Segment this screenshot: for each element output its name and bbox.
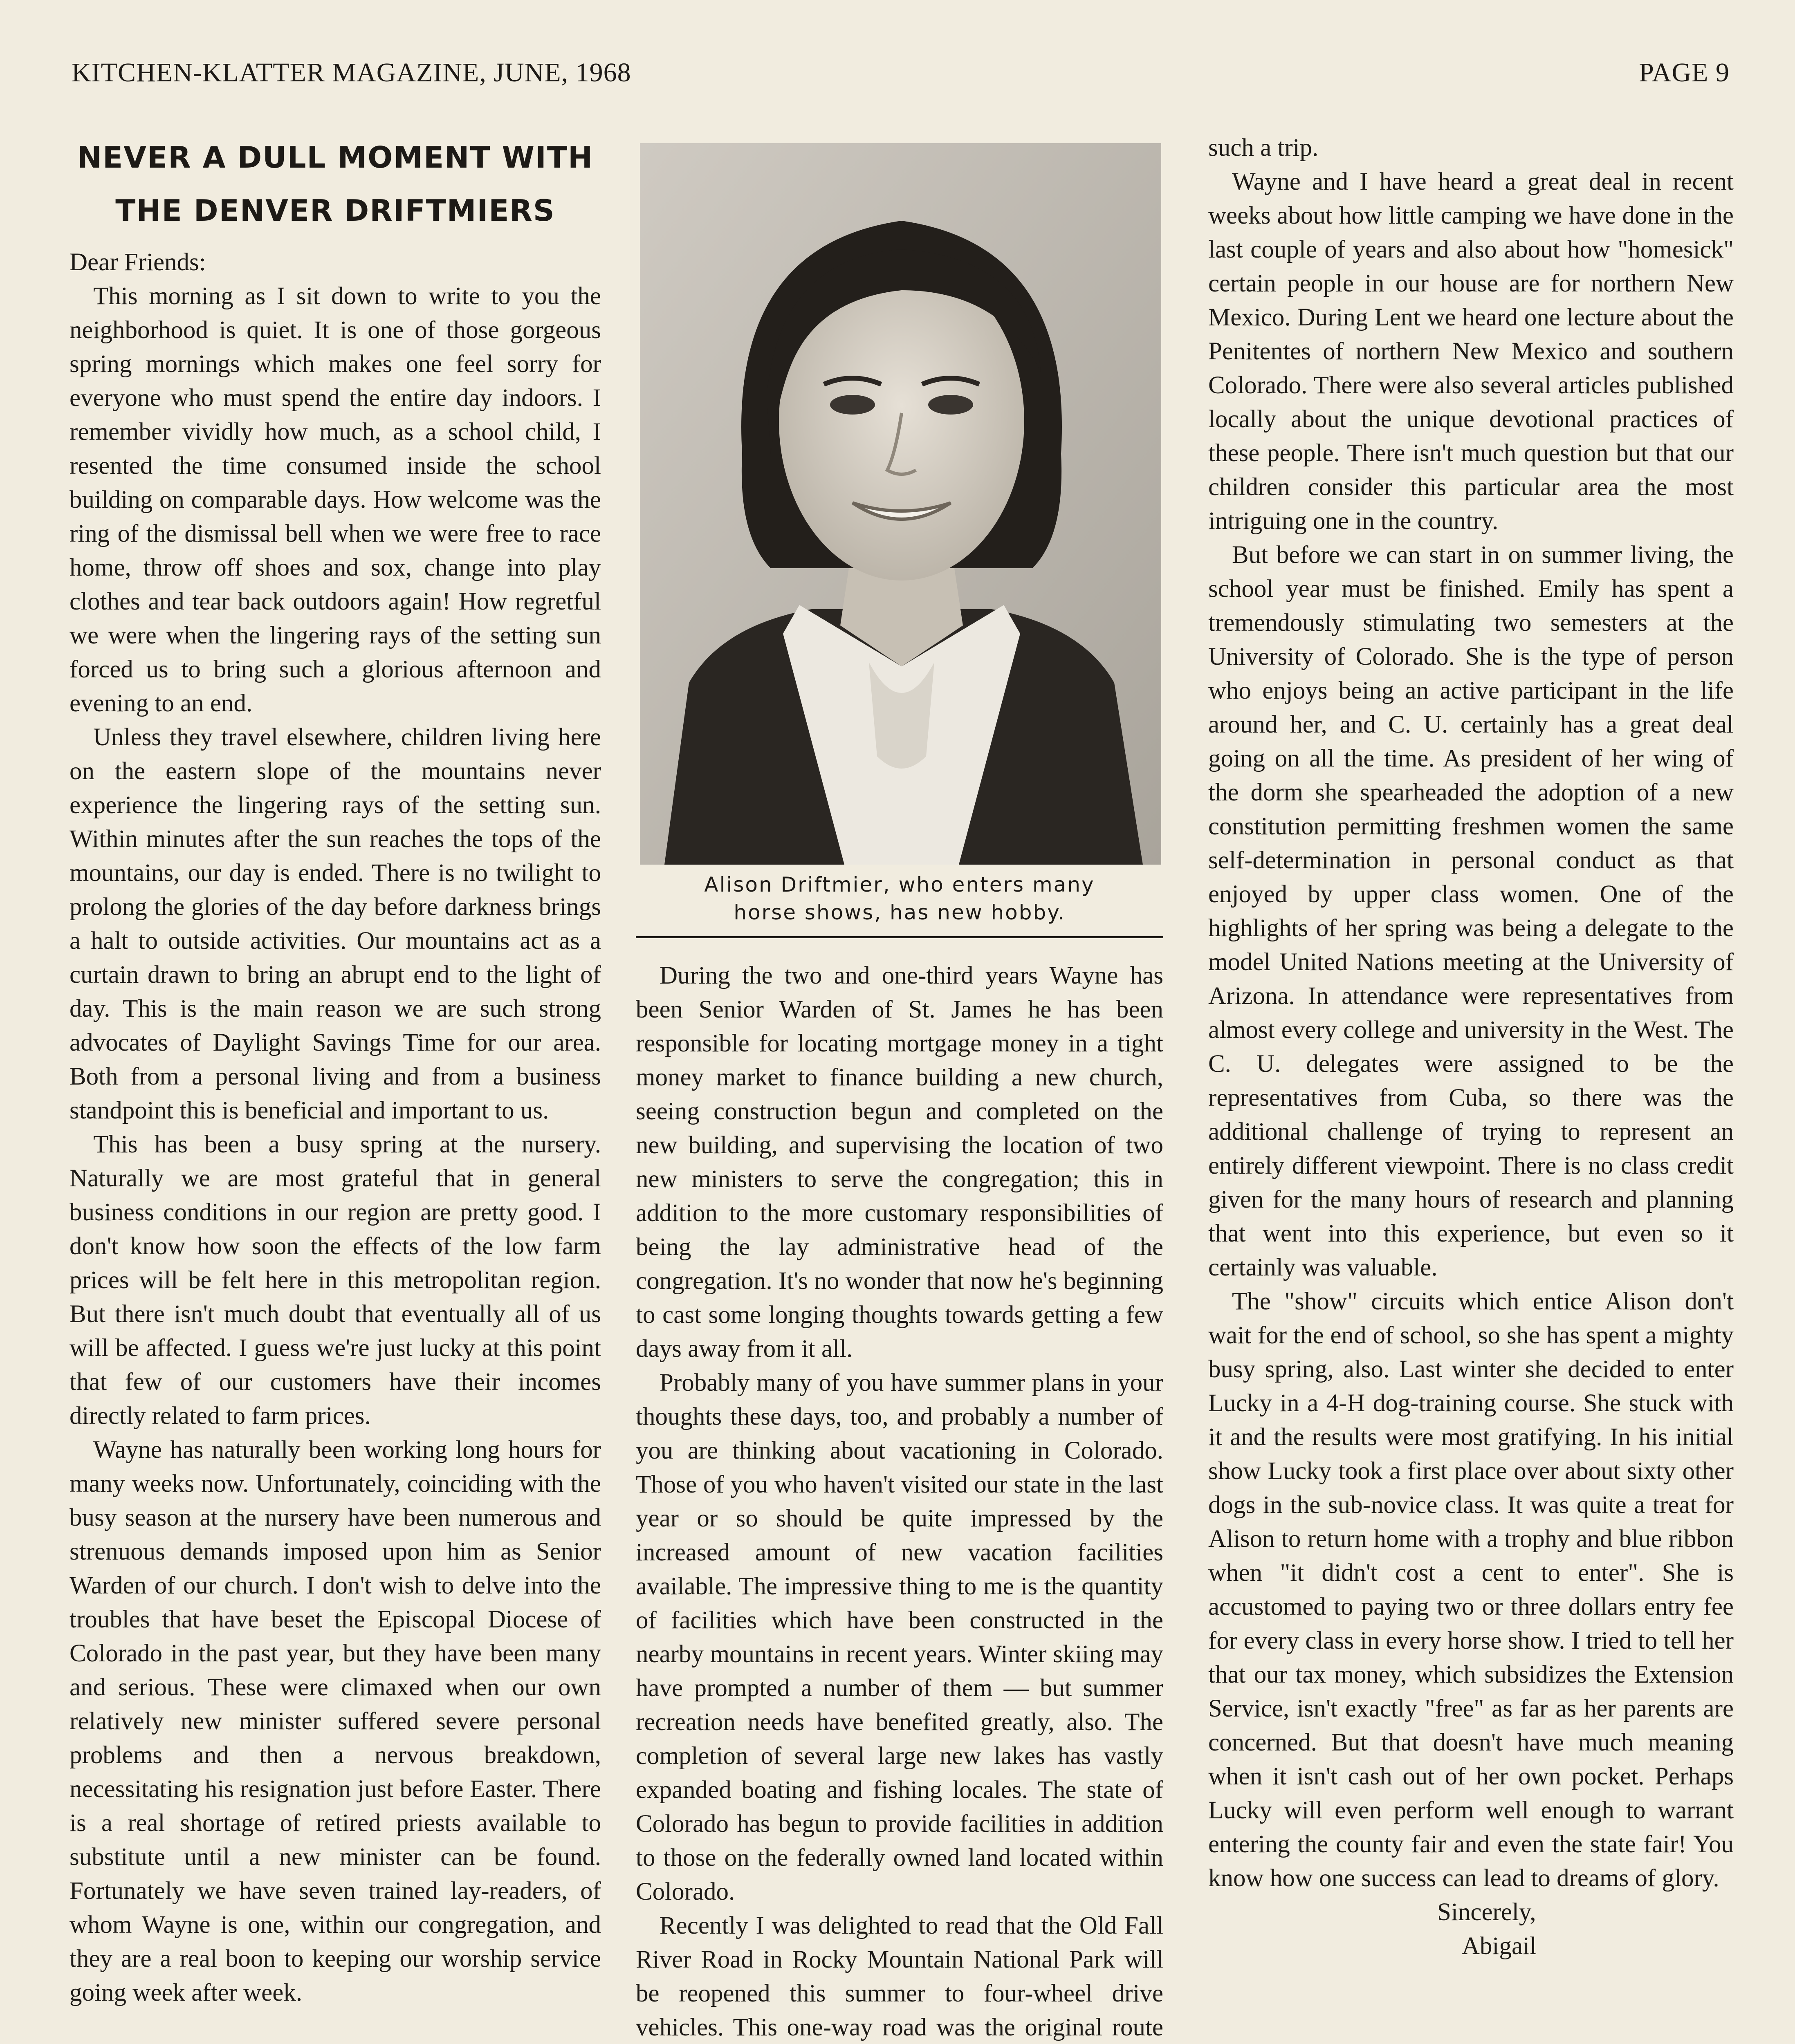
paragraph: Unless they travel elsewhere, children living here on the eastern slope of the mountains never experience the lingering rays of the setting sun. Within minutes after the sun reaches the tops of the mountains, our day is ended. There is no twilight to prolong the glories of the day before darkness brings a halt to outside activities. Our mountains act as a curtain drawn to bring an abrupt end to the light of day. This is the main reason we are such strong advocates of Daylight Savings Time for our area. Both from a personal living and from a business standpoint this is beneficial and important to us. xyxy=(70,724,601,1124)
paragraph: Recently I was delighted to read that the Old Fall River Road in Rocky Mountain National Park will be reopened this summer to four-wheel drive vehicles. This one-way road was the original route xyxy=(636,1912,1163,2041)
paragraph: This morning as I sit down to write to you the neighborhood is quiet. It is one of those gorgeous spring mornings which makes one feel sorry for everyone who must spend the entire day indoors. I remember vividly how much, as a school child, I resented the time consumed inside the school building on comparable days. How welcome was the ring of the dismissal bell when we were free to race home, throw off shoes and sox, change into play clothes and tear back outdoors again! How regretful we were when the lingering rays of the setting sun forced us to bring such a glorious afternoon and evening to an end. xyxy=(70,282,601,717)
publication-line: KITCHEN-KLATTER MAGAZINE, JUNE, 1968 xyxy=(72,58,631,87)
running-head xyxy=(72,57,1730,94)
paragraph: During the two and one-third years Wayne has been Senior Warden of St. James he has been responsible for locating mortgage money in a tight money market to finance building a new church, seeing construction begun and completed on the new building, and supervising the location of two new ministers to serve the congregation; this in addition to the more customary responsibilities of being the lay administrative head of the congregation. It's no wonder that now he's beginning to cast some longing thoughts towards getting a few days away from it all. xyxy=(636,962,1163,1363)
paragraph: Probably many of you have summer plans in your thoughts these days, too, and probably a number of you are thinking about vacationing in Colorado. Those of you who haven't visited our state in the last year or so should be quite impressed by the increased amount of new vacation facilities available. The impressive thing to me is the quantity of facilities which have been constructed in the nearby mountains in recent years. Winter skiing may have prompted a number of them — but summer recreation needs have benefited greatly, also. The completion of several large new lakes has vastly expanded boating and fishing locales. The state of Colorado has begun to provide facilities in addition to those on the federally owned land located within Colorado. xyxy=(636,1369,1163,1905)
photo-caption xyxy=(636,871,1163,926)
signature: Abigail xyxy=(1462,1932,1537,1960)
caption-line-2: horse shows, has new hobby. xyxy=(734,901,1066,924)
page-number: PAGE 9 xyxy=(1639,58,1730,87)
paragraph: But before we can start in on summer living, the school year must be finished. Emily has spent a tremendously stimulating two semesters at the University of Colorado. She is the type of person who enjoys being an active participant in the life around her, and C. U. certainly has a great deal going on all the time. As president of her wing of the dorm she spearheaded the adoption of a new constitution permitting freshmen women the same self-determination in personal conduct as that enjoyed by upper class women. One of the highlights of her spring was being a delegate to the model United Nations meeting at the University of Arizona. In attendance were representatives from almost every college and university in the West. The C. U. delegates were assigned to be the representatives from Cuba, so there was the additional challenge of trying to represent an entirely different viewpoint. There is no class credit given for the many hours of research and planning that went into this experience, but even so it certainly was valuable. xyxy=(1208,541,1734,1281)
closing: Sincerely, xyxy=(1437,1898,1536,1926)
paragraph: Wayne has naturally been working long hours for many weeks now. Unfortunately, coinciding with the busy season at the nursery have been numerous and strenuous demands imposed upon him as Senior Warden of our church. I don't wish to delve into the troubles that have beset the Episcopal Diocese of Colorado in the past year, but they have been many and serious. These were climaxed when our own relatively new minister suffered severe personal problems and then a nervous breakdown, necessitating his resignation just before Easter. There is a real shortage of retired priests available to substitute until a new minister can be found. Fortunately we have seven trained lay-readers, of whom Wayne is one, within our congregation, and they are a real boon to keeping our worship service going week after week. xyxy=(70,1436,601,2006)
sign-off xyxy=(1208,1895,1734,1963)
paragraph: The "show" circuits which entice Alison don't wait for the end of school, so she has spent a mighty busy spring, also. Last winter she decided to enter Lucky in a 4-H dog-training course. She stuck with it and the results were most gratifying. In his initial show Lucky took a first place over about sixty other dogs in the sub-novice class. It was quite a treat for Alison to return home with a trophy and blue ribbon when "it didn't cost a cent to enter". She is accustomed to paying two or three dollars entry fee for every class in every horse show. I tried to tell her that our tax money, which subsidizes the Extension Service, isn't exactly "free" as far as her parents are concerned. But that doesn't have much meaning when it isn't cash out of her own pocket. Perhaps Lucky will even perform well enough to warrant entering the county fair and even the state fair! You know how one success can lead to dreams of glory. xyxy=(1208,1288,1734,1892)
caption-line-1: Alison Driftmier, who enters many xyxy=(704,873,1095,896)
portrait-image xyxy=(640,143,1161,865)
article-headline xyxy=(70,131,601,237)
portrait-photo xyxy=(640,143,1161,865)
column-2 xyxy=(636,959,1163,2044)
headline-line-1: NEVER A DULL MOMENT WITH xyxy=(77,140,594,175)
salutation: Dear Friends: xyxy=(70,249,206,276)
column-3 xyxy=(1208,131,1734,1963)
caption-divider xyxy=(636,936,1163,938)
continued-text: such a trip. xyxy=(1208,134,1319,161)
paragraph: Wayne and I have heard a great deal in recent weeks about how little camping we have done in the last couple of years and also about how "homesick" certain people in our house are for northern New Mexico. During Lent we heard one lecture about the Penitentes of northern New Mexico and southern Colorado. There were also several articles published locally about the unique devotional practices of these people. There isn't much question but that our children consider this particular area the most intriguing one in the country. xyxy=(1208,168,1734,535)
paragraph: This has been a busy spring at the nursery. Naturally we are most grateful that in general business conditions in our region are pretty good. I don't know how soon the effects of the low farm prices will be felt here in this metropolitan region. But there isn't much doubt that eventually all of us will be affected. I guess we're just lucky at this point that few of our customers have their incomes directly related to farm prices. xyxy=(70,1131,601,1430)
column-1 xyxy=(70,131,601,2010)
headline-line-2: THE DENVER DRIFTMIERS xyxy=(115,193,555,228)
